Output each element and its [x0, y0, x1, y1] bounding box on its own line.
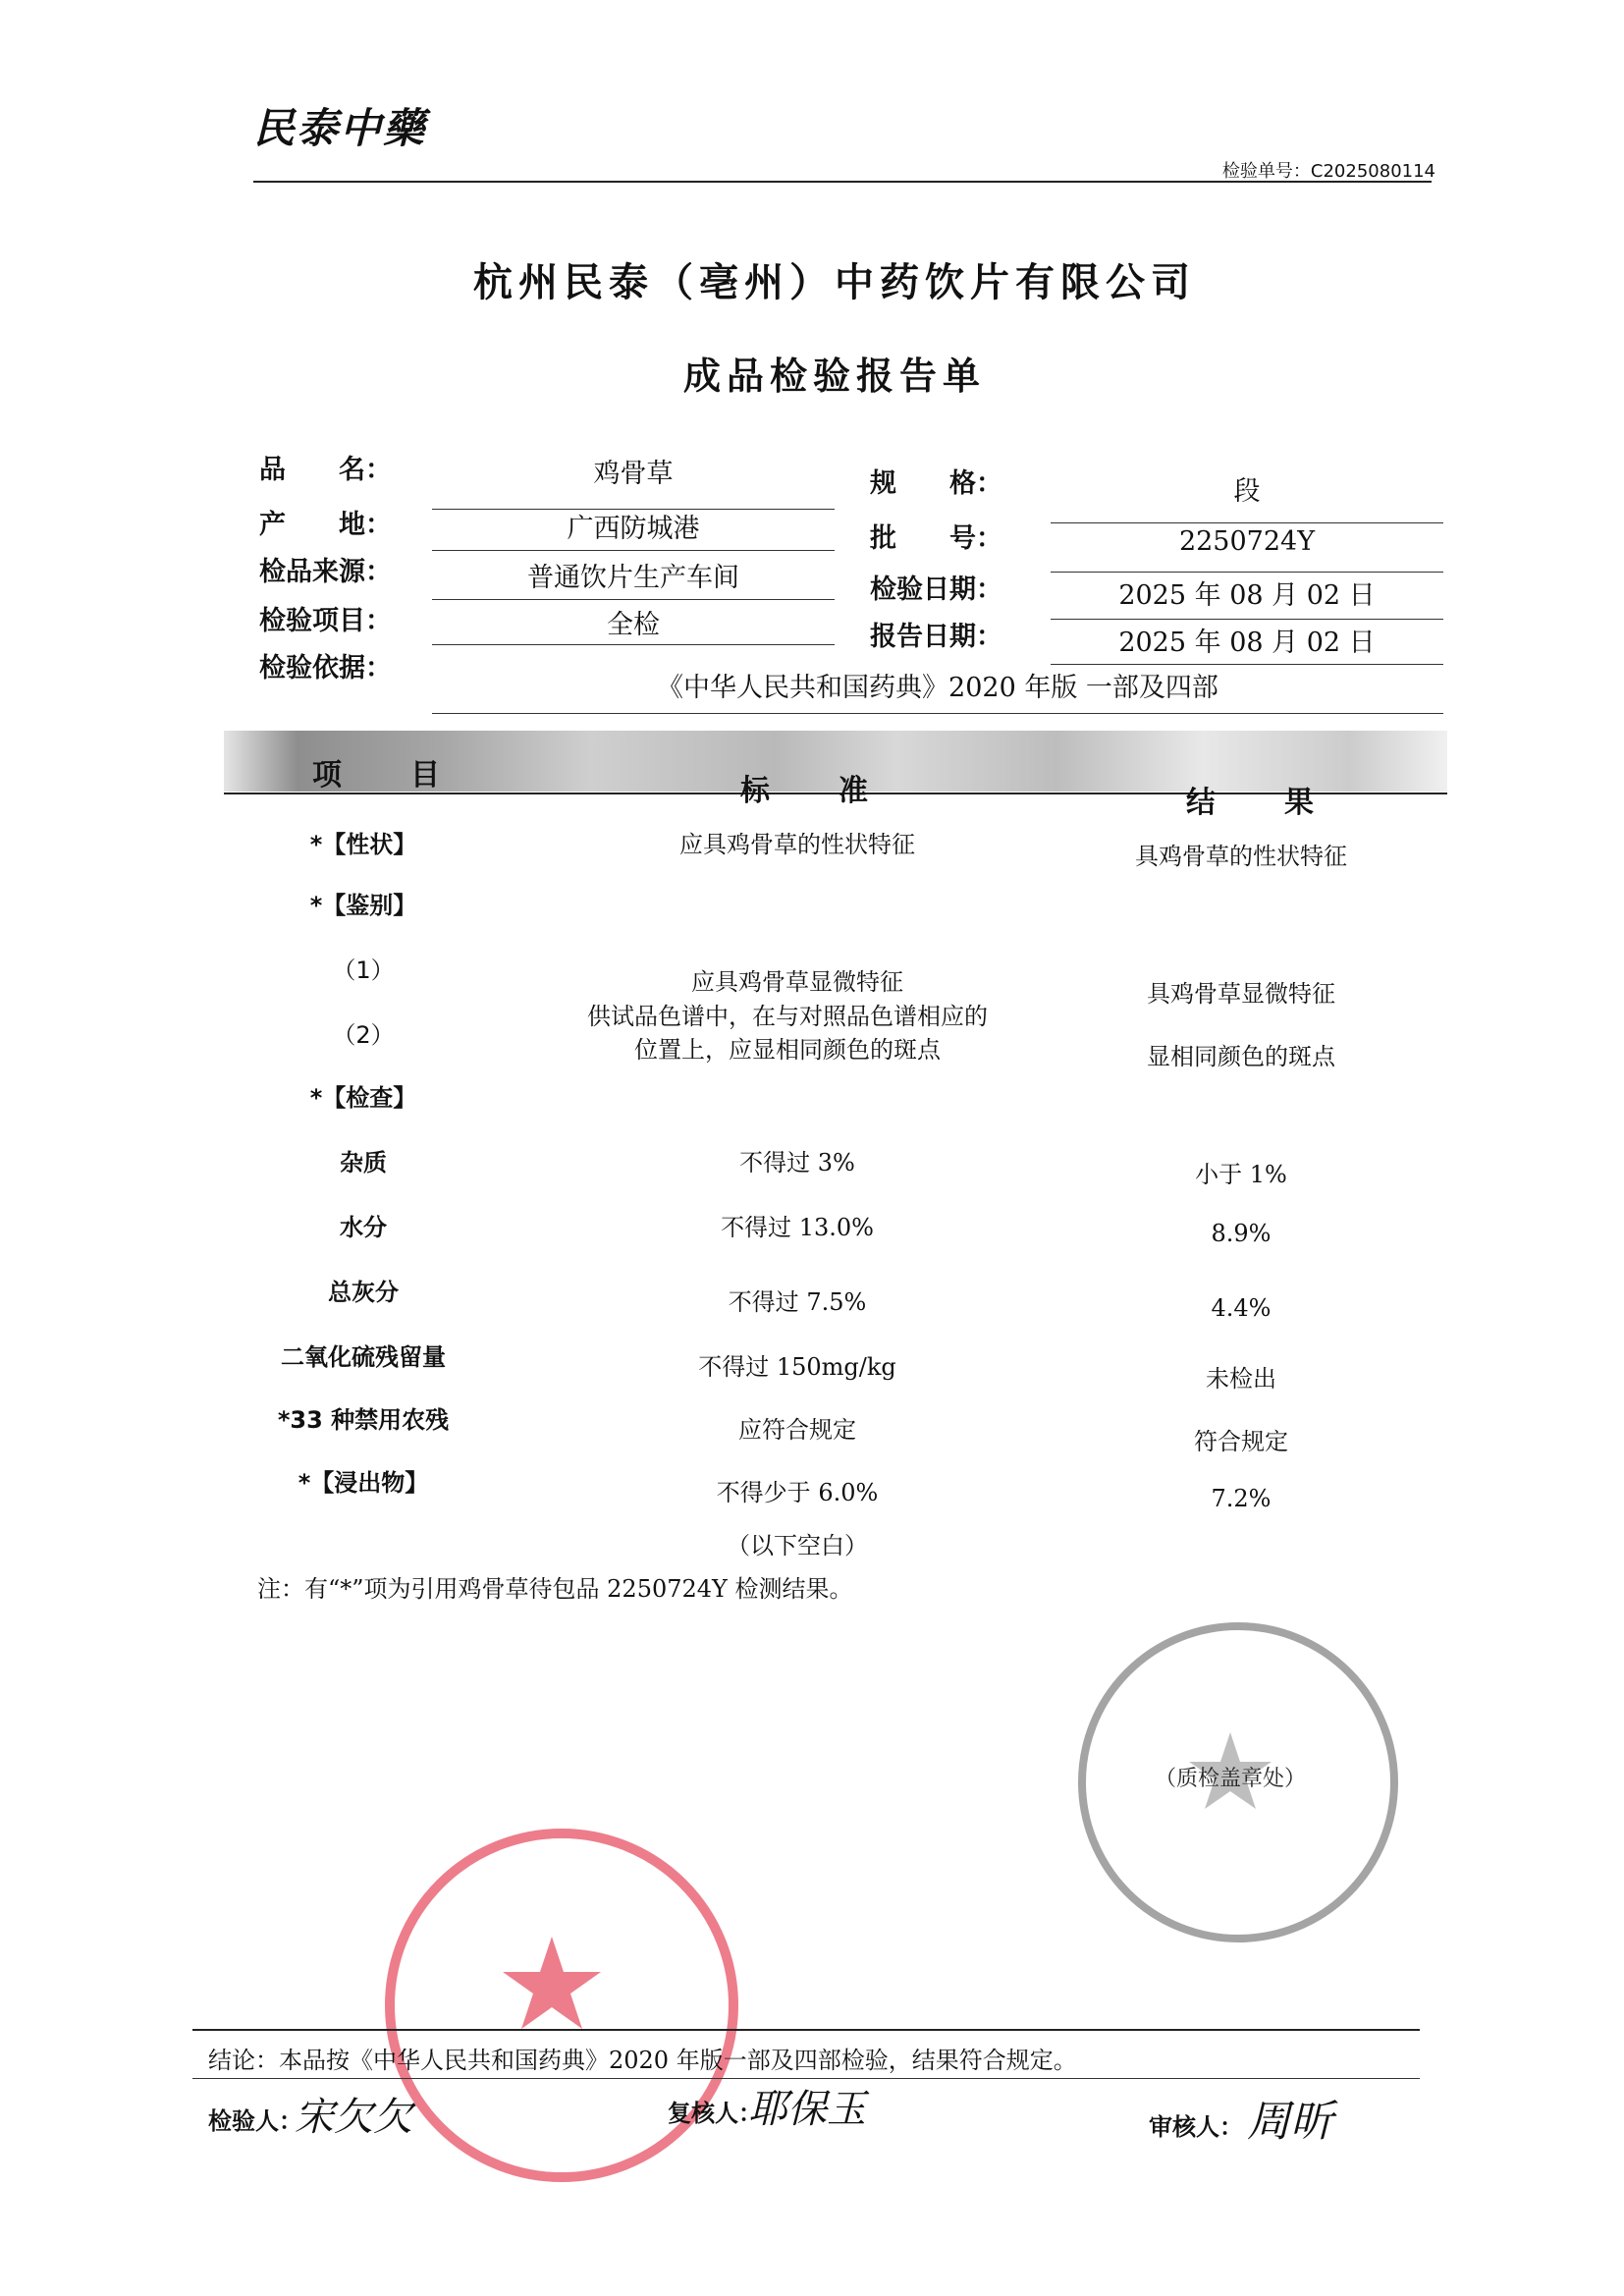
spec-value: 段 — [1233, 476, 1261, 507]
table-row-item: *33 种禁用农残 — [277, 1406, 450, 1434]
table-row-standard: 不得过 3% — [739, 1149, 855, 1176]
column-header-standard: 标 准 — [740, 774, 888, 808]
blank-below-marker: （以下空白） — [727, 1532, 868, 1559]
report-date-underline — [1051, 664, 1443, 665]
source-underline — [432, 599, 835, 600]
batch-label: 批 号： — [870, 523, 1002, 554]
table-row-result: 显相同颜色的斑点 — [1147, 1043, 1335, 1070]
basis-label: 检验依据： — [259, 653, 392, 683]
items-underline — [432, 644, 835, 645]
table-row-result: 具鸡骨草的性状特征 — [1135, 843, 1347, 870]
table-row-item: （1） — [332, 957, 395, 984]
basis-underline — [432, 713, 1443, 714]
table-row-item: *【检查】 — [309, 1084, 417, 1112]
table-row-item: 二氧化硫残留量 — [281, 1343, 446, 1371]
quality-management-seal — [385, 1829, 738, 2182]
spec-underline — [1051, 522, 1443, 523]
report-date-value: 2025 年 08 月 02 日 — [1118, 628, 1376, 658]
source-label: 检品来源： — [259, 557, 392, 587]
batch-underline — [1051, 572, 1443, 573]
table-row-result: 4.4% — [1211, 1294, 1272, 1322]
origin-value: 广西防城港 — [567, 514, 700, 544]
reviewer-signature: 耶保玉 — [748, 2087, 866, 2132]
column-header-result: 结 果 — [1186, 786, 1333, 820]
column-header-item: 项 目 — [312, 758, 460, 793]
report-number-value: C2025080114 — [1310, 161, 1435, 182]
items-label: 检验项目： — [259, 606, 392, 636]
table-note: 注：有“*”项为引用鸡骨草待包品 2250724Y 检测结果。 — [257, 1575, 853, 1603]
inspect-date-value: 2025 年 08 月 02 日 — [1118, 580, 1376, 611]
auditor-label: 审核人： — [1149, 2113, 1243, 2141]
conclusion-top-rule — [192, 2029, 1420, 2031]
reviewer-label: 复核人： — [668, 2100, 762, 2127]
product-name-value: 鸡骨草 — [593, 459, 674, 489]
table-row-standard: 应具鸡骨草的性状特征 — [679, 831, 915, 858]
table-row-item: *【浸出物】 — [298, 1469, 429, 1497]
document-title: 成品检验报告单 — [682, 355, 986, 398]
table-row-item: *【鉴别】 — [309, 892, 417, 919]
table-row-standard: 不得过 13.0% — [721, 1214, 874, 1241]
table-row-standard: 应符合规定 — [738, 1416, 856, 1444]
table-row-item: *【性状】 — [309, 831, 417, 858]
header-rule — [253, 181, 1432, 183]
conclusion-text: 结论：本品按《中华人民共和国药典》2020 年版一部及四部检验，结果符合规定。 — [208, 2047, 1077, 2074]
source-value: 普通饮片生产车间 — [527, 563, 739, 593]
company-logo: 民泰中藥 — [253, 104, 427, 152]
inspector-signature: 宋欠欠 — [295, 2095, 412, 2140]
items-value: 全检 — [607, 610, 660, 640]
inspect-date-label: 检验日期： — [870, 574, 1002, 605]
spec-label: 规 格： — [870, 468, 1002, 499]
table-row-result: 具鸡骨草显微特征 — [1147, 980, 1335, 1008]
report-number-label: 检验单号： — [1221, 161, 1311, 182]
table-row-standard: 不得少于 6.0% — [716, 1479, 879, 1506]
table-row-item: （2） — [332, 1021, 395, 1049]
batch-value: 2250724Y — [1178, 526, 1316, 557]
table-row-item: 杂质 — [340, 1149, 387, 1176]
table-row-item: 总灰分 — [328, 1279, 399, 1306]
table-row-result: 7.2% — [1211, 1485, 1272, 1512]
report-number — [1222, 157, 1435, 183]
origin-underline — [432, 550, 835, 551]
report-date-label: 报告日期： — [870, 622, 1002, 652]
table-row-result: 小于 1% — [1195, 1161, 1287, 1188]
product-name-label: 品 名： — [259, 455, 392, 485]
table-row-standard: 供试品色谱中，在与对照品色谱相应的位置上，应显相同颜色的斑点 — [587, 1003, 988, 1064]
inspector-label: 检验人： — [208, 2107, 302, 2135]
table-row-item: 水分 — [340, 1214, 387, 1241]
inspection-seal-caption: （质检盖章处） — [1154, 1767, 1306, 1791]
company-name: 杭州民泰（亳州）中药饮片有限公司 — [473, 260, 1196, 305]
inspect-date-underline — [1051, 619, 1443, 620]
table-row-result: 8.9% — [1211, 1220, 1272, 1247]
table-row-standard: 不得过 150mg/kg — [698, 1353, 896, 1381]
table-row-standard: 应具鸡骨草显微特征 — [691, 968, 903, 996]
inspection-seal — [1078, 1622, 1398, 1942]
auditor-signature: 周昕 — [1247, 2097, 1333, 2147]
table-row-standard: 不得过 7.5% — [728, 1288, 867, 1316]
basis-value: 《中华人民共和国药典》2020 年版 一部及四部 — [657, 673, 1218, 703]
table-row-result: 未检出 — [1206, 1365, 1276, 1393]
table-row-result: 符合规定 — [1194, 1428, 1288, 1455]
origin-label: 产 地： — [259, 510, 392, 540]
